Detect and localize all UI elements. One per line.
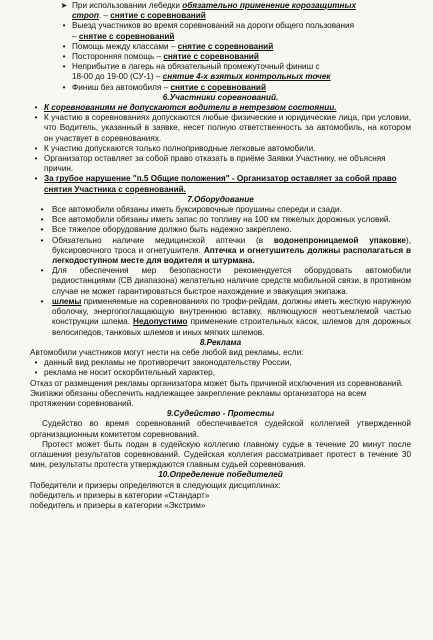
section-9-heading: 9.Судейство - Протесты xyxy=(166,409,275,419)
bullet-marker: • xyxy=(62,62,66,72)
penalty-class-help: • Помощь между классами – снятие с соревнований xyxy=(30,42,411,52)
sec10-c2: победитель и призеры в категории «Экстрим» xyxy=(30,500,206,510)
sec8-p2: Экипажи обязаны обеспечить надлежащее закрепление рекламы организатора на всем протяжении соревнований. xyxy=(30,388,367,408)
sec6-p1: • К участию в соревнованиях допускаются любые физические и юридические лица, при условии, что Водитель, указанный в заявке, несет полную ответственность за автомобиль, на котором он участвует в соревнованиях. xyxy=(30,113,411,144)
bullet-marker: • xyxy=(40,235,44,245)
bullet-marker: • xyxy=(40,225,44,235)
penalty-outside-help: • Посторонняя помощь – снятие с соревнований xyxy=(30,52,411,62)
bullet-marker: • xyxy=(34,154,38,164)
sec7-p1: • Все автомобили обязаны иметь буксировочные проушины спереди и сзади. xyxy=(30,205,411,215)
sec7-p5: • Для обеспечения мер безопасности рекомендуется оборудовать автомобили радиостанциями (СВ диапазона) желательно наличие средств мобильной связи, в противном случае не может гарантироваться быстрое нахождение и эвакуация экипажа. xyxy=(30,266,411,297)
penalty-finish: • Финиш без автомобиля – снятие с соревнований xyxy=(30,83,411,93)
sec8-b2: • реклама не носит оскорбительный характер, xyxy=(30,368,411,378)
sec6-p2: • К участию допускаются только полноприводные легковые автомобили. xyxy=(30,144,411,154)
arrow-marker: ➤ xyxy=(60,1,68,10)
penalty-camp-arrival: • Неприбытие в лагерь на обязательный промежуточный финиш с 18-00 до 19-00 (СУ-1) – снятие 4-х взятых контрольных точек xyxy=(30,62,411,82)
section-10-heading: 10.Определение победителей xyxy=(158,470,283,480)
bullet-marker: • xyxy=(40,215,44,225)
penalty-road-exit: • Выезд участников во время соревнований на дороги общего пользования – снятие с соревнований xyxy=(30,21,411,41)
bullet-marker: • xyxy=(62,41,66,51)
sec7-p2: • Все автомобили обязаны иметь запас по топливу на 100 км тяжелых дорожных условий. xyxy=(30,215,411,225)
bullet-marker: • xyxy=(34,113,38,123)
bullet-marker: • xyxy=(34,143,38,153)
section-6-heading: 6.Участники соревнований. xyxy=(162,92,279,102)
diamond-marker: • xyxy=(34,103,38,113)
sec8-p1: Отказ от размещения рекламы организатора может быть причиной исключения из соревнований. xyxy=(30,378,404,388)
bullet-marker: • xyxy=(34,368,38,378)
sec6-p4: • За грубое нарушение "п.5 Общие положения" - Организатор оставляет за собой право снятия Участника с соревнований. xyxy=(30,174,411,194)
bullet-marker: • xyxy=(62,82,66,92)
sec7-p4: • Обязательно наличие медицинской аптечки (в водонепроницаемой упаковке), буксировочного троса и огнетушителя. Аптечка и огнетушитель должны располагаться в легкодоступном месте для водителя и штурмана. xyxy=(30,236,411,267)
penalty-list xyxy=(30,0,411,93)
bullet-marker: • xyxy=(34,358,38,368)
sec10-c1: победитель и призеры в категории «Стандарт» xyxy=(30,490,210,500)
bullet-marker: • xyxy=(40,205,44,215)
section-8-heading: 8.Реклама xyxy=(199,337,242,347)
bullet-marker: • xyxy=(34,174,38,184)
sec7-p6: • шлемы применяемые на соревнованиях по трофи-рейдам, должны иметь жесткую наружную оболочку, энергопоглащающую внутреннюю вставку, являющуюся неотъемлемой частью конструкции шлема. Недопустимо применение строительных касок, шлемов для дорожных велосипедов, танковых шлемов и иных мягких шлемов. xyxy=(30,297,411,338)
sec8-b1: • данный вид рекламы не противоречит законодательству России, xyxy=(30,358,411,368)
bullet-marker: • xyxy=(62,21,66,31)
penalty-winch: ➤ При использовании лебедки обязательно применение корозащитных строп. – снятие с соревнований xyxy=(30,1,411,21)
bullet-marker: • xyxy=(40,296,44,306)
sec8-intro: Автомобили участников могут нести на себе любой вид рекламы, если: xyxy=(30,347,304,357)
sec6-drunk: • К соревнованиям не допускаются водители в нетрезвом состоянии. xyxy=(30,103,411,113)
sec10-p1: Победители и призеры определяются в следующих дисциплинах: xyxy=(30,480,281,490)
bullet-marker: • xyxy=(62,52,66,62)
bullet-marker: • xyxy=(40,266,44,276)
sec6-p3: • Организатор оставляет за собой право отказать в приёме Заявки Участнику, не объясняя причин. xyxy=(30,154,411,174)
section-7-heading: 7.Оборудование xyxy=(187,194,254,204)
sec9-p2: Протест может быть подан в судейскую коллегию главному судье в течение 20 минут после оглашения результатов соревнований. Судейская коллегия рассматривает протест в течение 30 мин, результаты протеста утверждаются главным судьей соревнования. xyxy=(30,439,411,470)
sec9-p1: Судейство во время соревнований обеспечивается судейской коллегией утвержденной организационным комитетом соревнований. xyxy=(30,419,411,439)
sec7-p3: • Все тяжелое оборудование должно быть надежно закреплено. xyxy=(30,225,411,235)
